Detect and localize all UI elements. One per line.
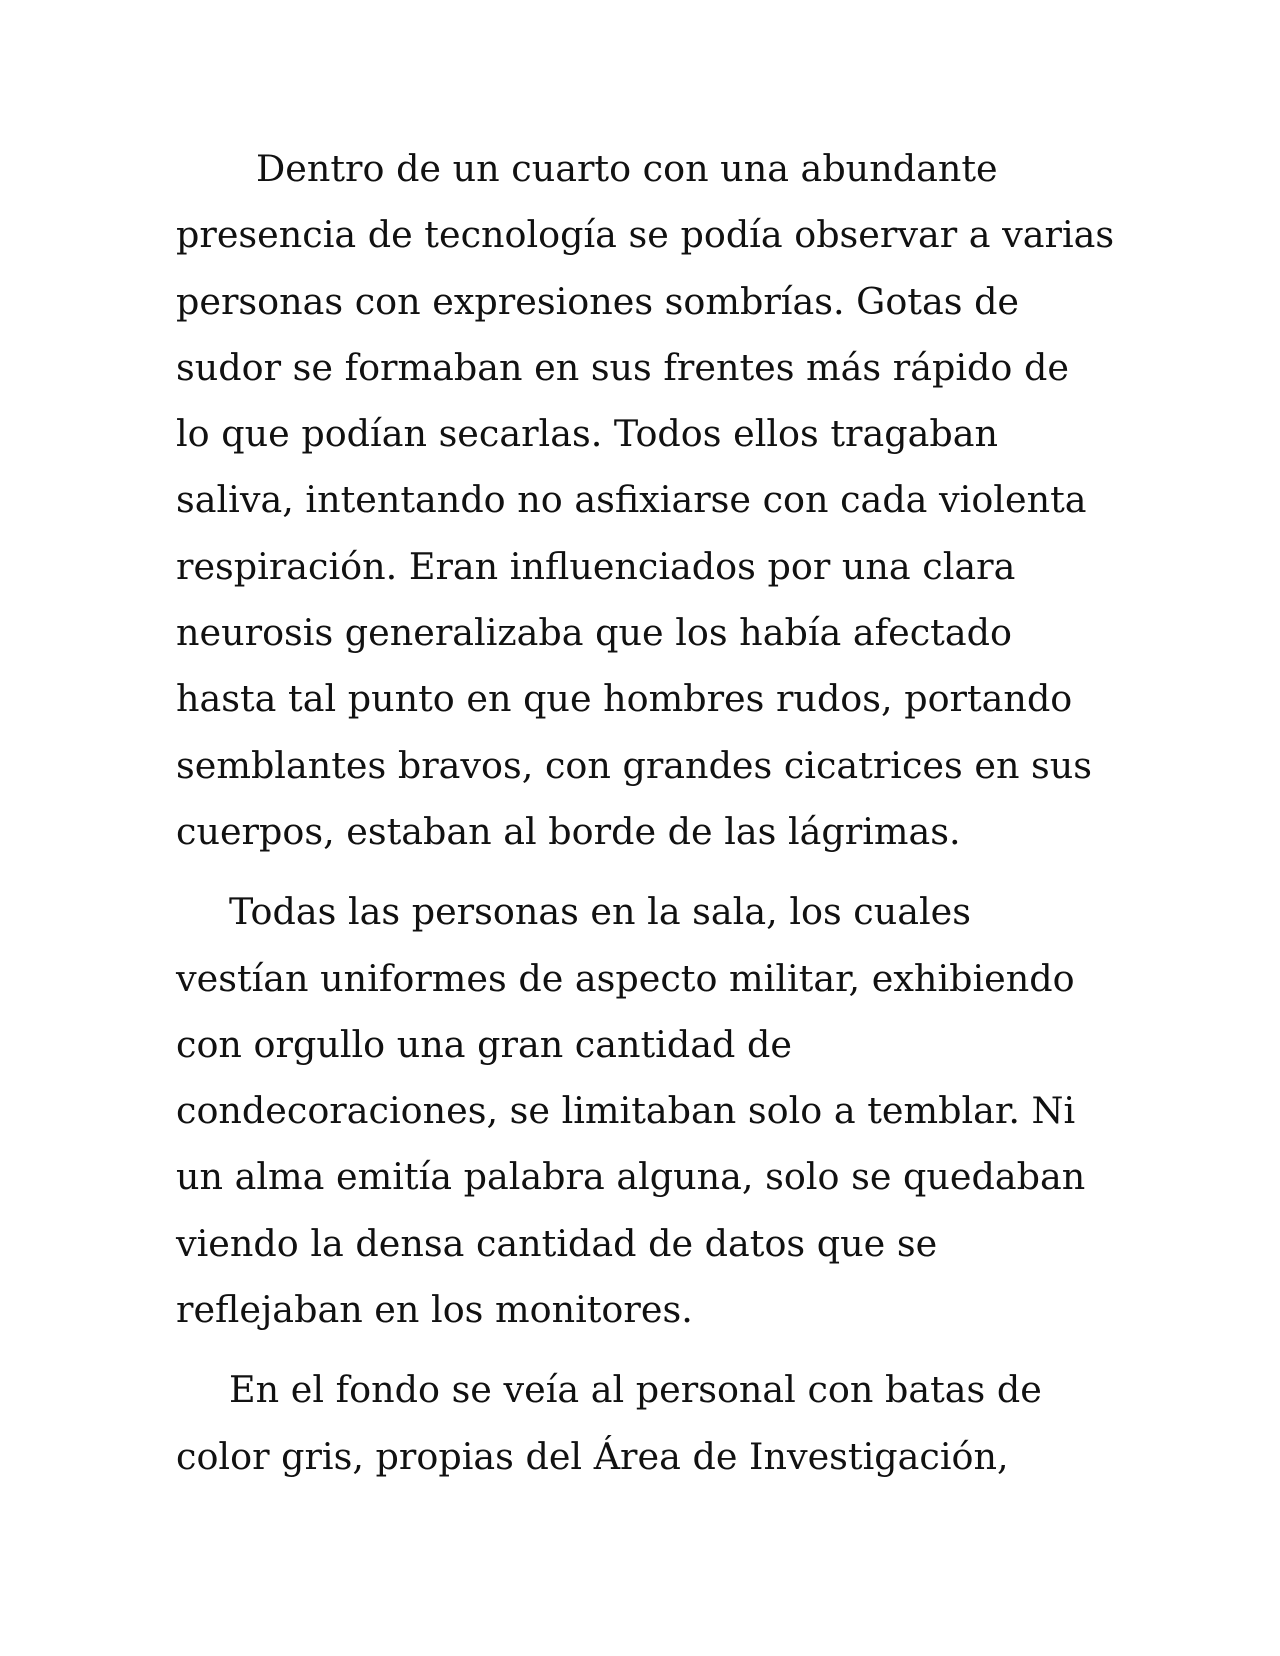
text-line: presencia de tecnología se podía observar a varias xyxy=(176,213,1115,257)
text-line: color gris, propias del Área de Investigación, xyxy=(176,1434,1009,1478)
text-line: lo que podían secarlas. Todos ellos tragaban xyxy=(176,412,998,456)
paragraph-1 xyxy=(176,136,1115,865)
text-line: cuerpos, estaban al borde de las lágrimas. xyxy=(176,809,961,853)
text-line: sudor se formaban en sus frentes más rápido de xyxy=(176,345,1069,389)
text-line: hasta tal punto en que hombres rudos, portando xyxy=(176,677,1073,721)
text-line: neurosis generalizaba que los había afectado xyxy=(176,611,1012,655)
text-line: reflejaban en los monitores. xyxy=(176,1288,693,1332)
text-line: personas con expresiones sombrías. Gotas de xyxy=(176,279,1020,323)
text-line: En el fondo se veía al personal con batas de xyxy=(229,1368,1042,1412)
paragraph-3 xyxy=(176,1357,1096,1490)
text-line: respiración. Eran influenciados por una clara xyxy=(176,544,1016,588)
text-line: viendo la densa cantidad de datos que se xyxy=(176,1221,938,1265)
text-line: vestían uniformes de aspecto militar, exhibiendo xyxy=(176,956,1075,1000)
paragraph-2 xyxy=(176,879,1096,1343)
text-line: saliva, intentando no asfixiarse con cada violenta xyxy=(176,478,1087,522)
text-line: semblantes bravos, con grandes cicatrices en sus xyxy=(176,743,1093,787)
text-line: con orgullo una gran cantidad de xyxy=(176,1022,792,1066)
text-line: un alma emitía palabra alguna, solo se quedaban xyxy=(176,1155,1086,1199)
text-line: Dentro de un cuarto con una abundante xyxy=(256,147,998,190)
text-line: condecoraciones, se limitaban solo a temblar. Ni xyxy=(176,1089,1076,1133)
body-text xyxy=(176,136,1115,1490)
text-line: Todas las personas en la sala, los cuales xyxy=(229,890,972,934)
